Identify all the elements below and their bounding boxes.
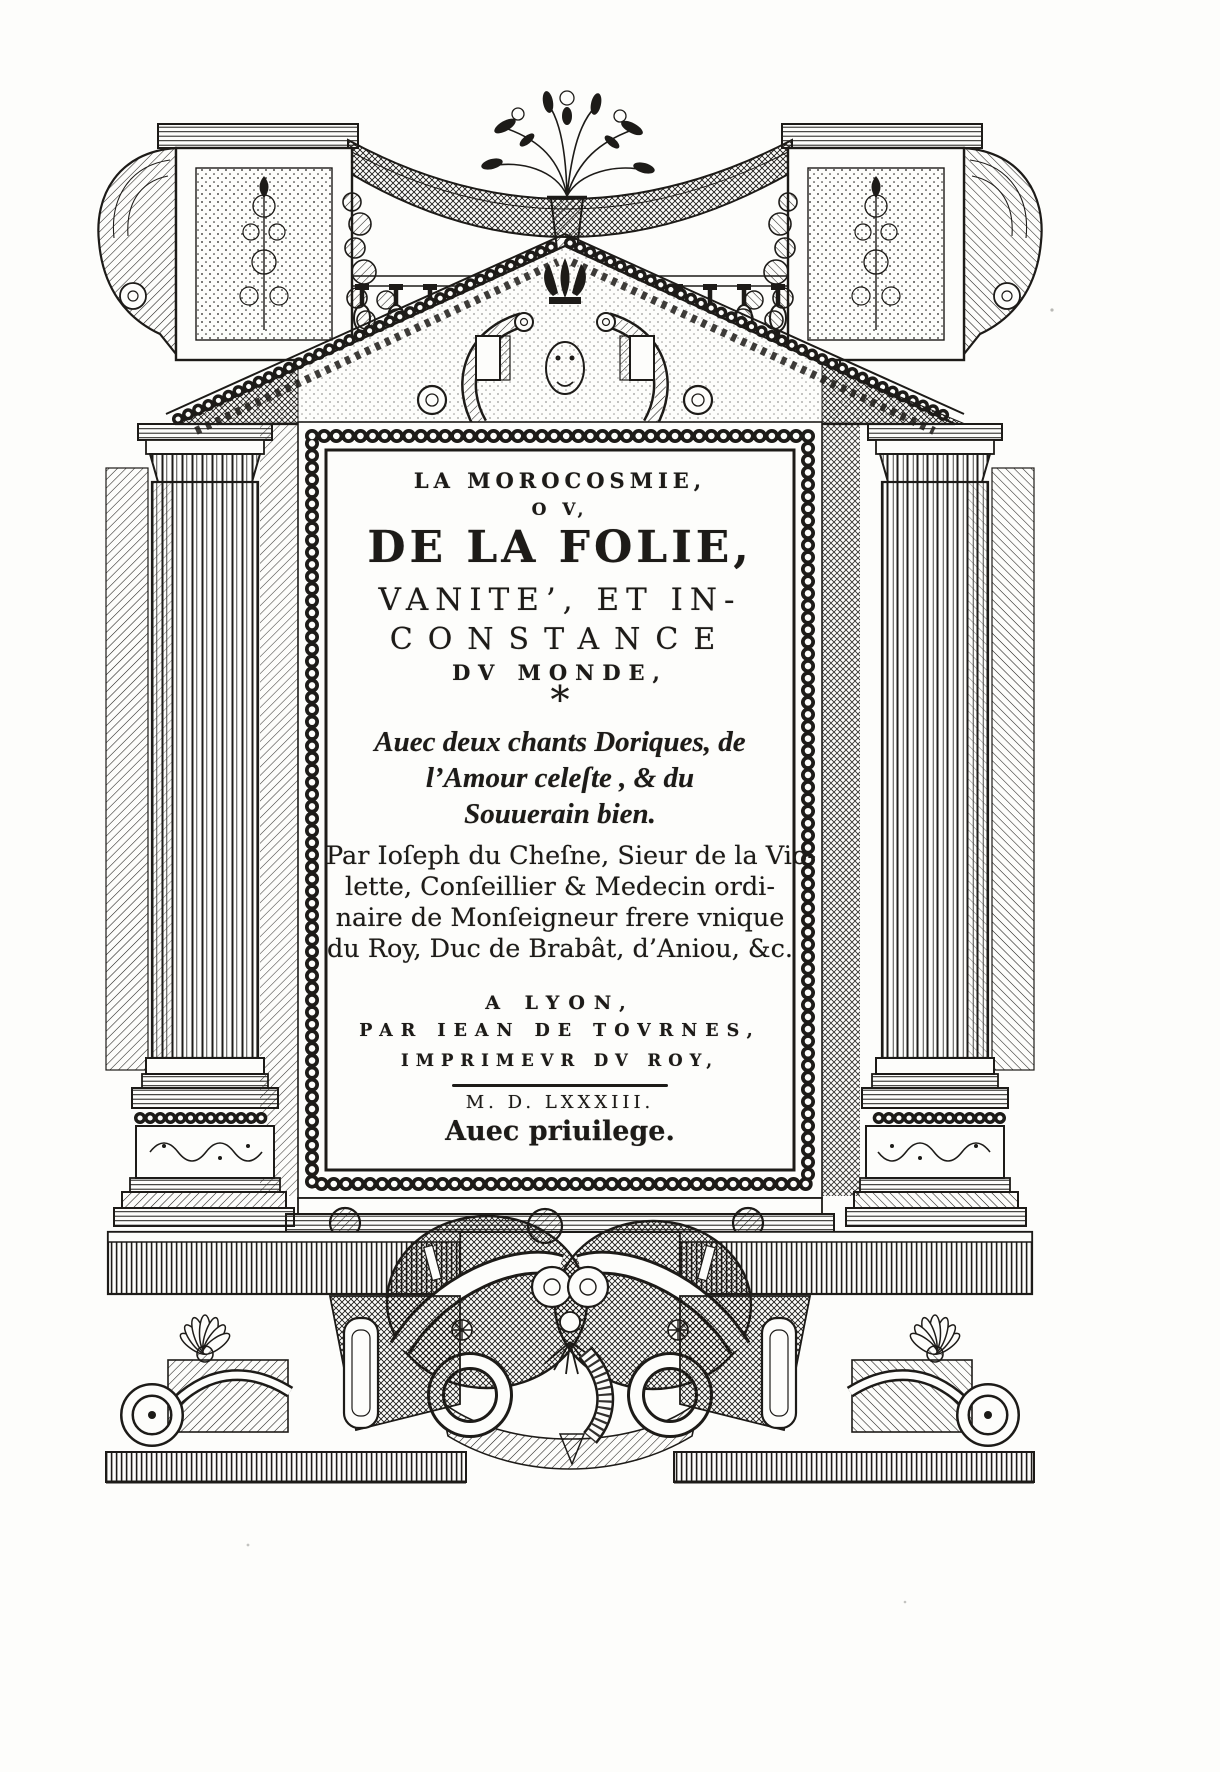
imprint-place: A LYON, (485, 992, 635, 1014)
argument-line-3: Souuerain bien. (464, 798, 656, 830)
right-column (846, 424, 1034, 1226)
subtitle-line-2: CONSTANCE (389, 622, 731, 657)
base-right-scroll-bracket (680, 1296, 1013, 1440)
imprint-date: M. D. LXXXIII. (465, 1092, 655, 1113)
subtitle-line-3: DV MONDE, (452, 660, 668, 685)
half-title-line: LA MOROCOSMIE, (413, 468, 707, 493)
imprint-rule (452, 1084, 668, 1087)
imprint-printer-line-1: PAR IEAN DE TOVRNES, (359, 1021, 761, 1041)
author-line-2: lette, Conſeillier & Medecin ordi- (345, 872, 775, 902)
printer-ornament-star: * (550, 678, 570, 722)
author-line-4: du Roy, Duc de Brabât, d’Aniou, &c. (326, 934, 794, 964)
privilege-statement: Auec priuilege. (445, 1116, 675, 1147)
author-line-1: Par Ioſeph du Cheſne, Sieur de la Vio- (326, 841, 816, 871)
argument-line-2: l’Amour celeſte , & du (425, 762, 695, 794)
author-line-3: naire de Monſeigneur frere vnique (335, 903, 785, 933)
subtitle-line-1: VANITE’, ET IN- (378, 582, 742, 618)
main-title: DE LA FOLIE, (367, 522, 753, 573)
ou-line: O V, (531, 500, 589, 520)
argument-line-1: Auec deux chants Doriques, de (374, 726, 746, 758)
title-text-panel (326, 450, 816, 1170)
base-left-scroll-bracket (127, 1296, 460, 1440)
imprint-printer-line-2: IMPRIMEVR DV ROY, (401, 1051, 719, 1070)
